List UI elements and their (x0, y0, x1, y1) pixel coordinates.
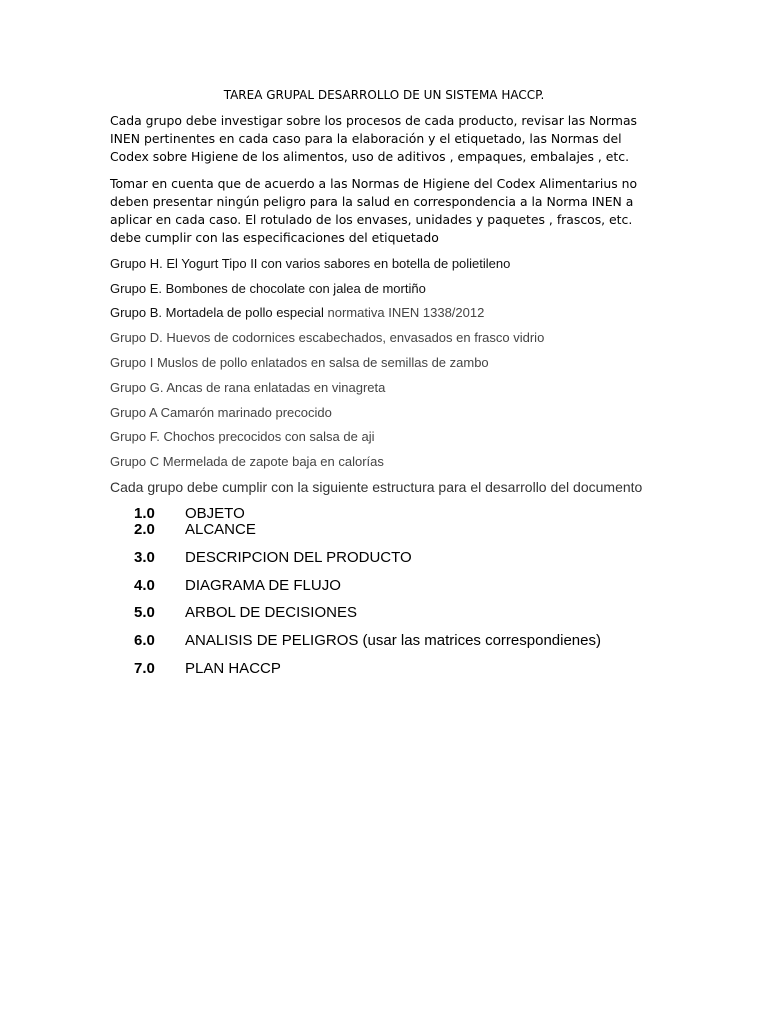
structure-label: ANALISIS DE PELIGROS (usar las matrices correspondienes) (185, 632, 601, 649)
structure-label: PLAN HACCP (185, 660, 281, 677)
structure-number: 6.0 (134, 632, 155, 649)
group-item-i: Grupo I Muslos de pollo enlatados en salsa de semillas de zambo (110, 355, 489, 370)
paragraph-codex-norms: Tomar en cuenta que de acuerdo a las Normas de Higiene del Codex Alimentarius no deben presentar ningún peligro para la salud en correspondencia a la Norma INEN a aplicar en cada caso. El rotulado de los envases, unidades y paquetes , frascos, etc. debe cumplir con las especificaciones del etiquetado (110, 176, 638, 245)
structure-label: DIAGRAMA DE FLUJO (185, 577, 341, 594)
structure-number: 7.0 (134, 660, 155, 677)
group-item-f: Grupo F. Chochos precocidos con salsa de aji (110, 429, 375, 444)
group-item-c: Grupo C Mermelada de zapote baja en calorías (110, 454, 384, 469)
structure-label: DESCRIPCION DEL PRODUCTO (185, 549, 412, 566)
structure-number: 2.0 (134, 521, 155, 538)
structure-label: ARBOL DE DECISIONES (185, 604, 357, 621)
structure-intro: Cada grupo debe cumplir con la siguiente estructura para el desarrollo del documento (110, 479, 643, 495)
group-item-b (110, 305, 484, 321)
structure-number: 1.0 (134, 505, 155, 522)
group-item-g: Grupo G. Ancas de rana enlatadas en vinagreta (110, 380, 386, 395)
group-item-d: Grupo D. Huevos de codornices escabechados, envasados en frasco vidrio (110, 330, 545, 345)
group-item-e: Grupo E. Bombones de chocolate con jalea de mortiño (110, 281, 426, 296)
structure-label: ALCANCE (185, 521, 256, 538)
structure-number: 4.0 (134, 577, 155, 594)
group-item-h: Grupo H. El Yogurt Tipo II con varios sabores en botella de polietileno (110, 256, 511, 271)
document-title: TAREA GRUPAL DESARROLLO DE UN SISTEMA HACCP. (223, 88, 545, 102)
structure-number: 3.0 (134, 549, 155, 566)
paragraph-instructions: Cada grupo debe investigar sobre los procesos de cada producto, revisar las Normas INEN pertinentes en cada caso para la elaboración y el etiquetado, las Normas del Codex sobre Higiene de los alimentos, uso de aditivos , empaques, embalajes , etc. (110, 113, 638, 164)
group-item-b-text: Grupo B. Mortadela de pollo especial (110, 305, 328, 320)
structure-number: 5.0 (134, 604, 155, 621)
group-item-a: Grupo A Camarón marinado precocido (110, 405, 332, 420)
group-item-b-norm: normativa INEN 1338/2012 (327, 305, 485, 320)
structure-label: OBJETO (185, 505, 245, 522)
